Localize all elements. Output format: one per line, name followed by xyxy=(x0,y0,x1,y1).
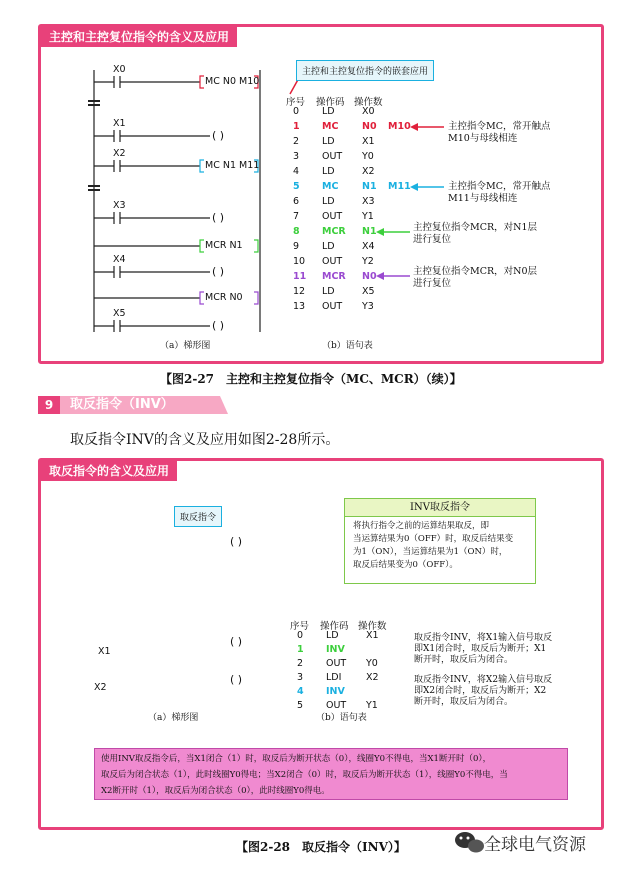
inv-panel-title: 取反指令的含义及应用 xyxy=(41,461,177,481)
coil: ( ) xyxy=(212,319,225,332)
ladder-box-mcr-n0: MCR N0 xyxy=(205,292,243,303)
row-opcode: OUT xyxy=(326,658,347,669)
nesting-callout: 主控和主控复位指令的嵌套应用 xyxy=(296,60,434,81)
row-number: 8 xyxy=(293,226,300,237)
row-extra: M10 xyxy=(388,121,411,132)
note-mc-n0: 主控指令MC，常开触点 M10与母线相连 xyxy=(448,121,551,144)
row-opcode: LD xyxy=(322,166,335,177)
row-opcode: OUT xyxy=(326,700,347,711)
row-number: 11 xyxy=(293,271,307,282)
note-mcr-n0: 主控复位指令MCR，对N0层 进行复位 xyxy=(413,266,538,289)
note-mcr-n1: 主控复位指令MCR，对N1层 进行复位 xyxy=(413,222,538,245)
row-number: 4 xyxy=(297,686,304,697)
row-opcode: MCR xyxy=(322,271,346,282)
row-operand: X0 xyxy=(362,106,375,117)
figure-2-27-caption: 【图2-27 主控和主控复位指令（MC、MCR）（续）】 xyxy=(160,372,462,386)
section-number: 9 xyxy=(44,398,54,412)
row-operand: X2 xyxy=(362,166,375,177)
row-operand: X1 xyxy=(362,136,375,147)
ladder-box-mc-n0: MC N0 M10 xyxy=(205,76,260,87)
coil: ( ) xyxy=(230,535,243,548)
row-number: 7 xyxy=(293,211,300,222)
inv-summary-note: 使用INV取反指令后，当X1闭合（1）时，取反后为断开状态（0），线圈Y0不得电，当X1断开时（0）， 取反后为闭合状态（1），此时线圈Y0得电；当X2闭合（0）时，取反后为断开状态（1），线圈Y0不得电，当 X2断开时（1），取反后为闭合状态（0），此时线圈Y0得电。 xyxy=(94,748,568,800)
row-number: 12 xyxy=(293,286,306,297)
table-header-no: 序号 xyxy=(286,97,306,108)
row-opcode: LD xyxy=(326,630,339,641)
row-operand: Y0 xyxy=(366,658,378,669)
inv-box-text: 将执行指令之前的运算结果取反，即 当运算结果为0（OFF）时，取反后结果变 为1（ON），当运算结果为1（ON）时， 取反后结果变为0（OFF）。 xyxy=(353,521,514,570)
table-caption: （b）语句表 xyxy=(316,713,367,723)
row-number: 10 xyxy=(293,256,306,267)
coil: ( ) xyxy=(212,211,225,224)
watermark: 全球电气资源 xyxy=(484,835,586,855)
note-inv-x2: 取反指令INV，将X2输入信号取反 即X2闭合时，取反后为断开；X2 断开时，取反后为闭合。 xyxy=(414,675,553,707)
ladder-label-x3: X3 xyxy=(113,200,126,211)
row-operand: X5 xyxy=(362,286,375,297)
row-opcode: MCR xyxy=(322,226,346,237)
row-operand: N1 xyxy=(362,181,377,192)
row-opcode: LD xyxy=(322,136,335,147)
inv-callout: 取反指令 xyxy=(174,506,222,527)
row-opcode: OUT xyxy=(322,301,343,312)
row-opcode: OUT xyxy=(322,256,343,267)
ladder-label-x2: X2 xyxy=(94,682,107,693)
row-number: 3 xyxy=(297,672,304,683)
ladder-box-mc-n1: MC N1 M11 xyxy=(205,160,260,171)
table-header-op: 操作码 xyxy=(320,621,349,632)
row-opcode: LD xyxy=(322,286,335,297)
row-operand: N0 xyxy=(362,121,377,132)
row-opcode: LD xyxy=(322,241,335,252)
row-operand: N0 xyxy=(362,271,377,282)
ladder-label-x0: X0 xyxy=(113,64,126,75)
ladder-box-mcr-n1: MCR N1 xyxy=(205,240,243,251)
row-number: 2 xyxy=(297,658,304,669)
row-operand: X1 xyxy=(366,630,379,641)
table-header-no: 序号 xyxy=(290,621,310,632)
row-number: 5 xyxy=(293,181,300,192)
coil: ( ) xyxy=(230,673,243,686)
row-operand: X4 xyxy=(362,241,375,252)
figure-2-28-caption: 【图2-28 取反指令（INV）】 xyxy=(236,840,406,854)
row-operand: Y1 xyxy=(366,700,378,711)
section-title: 取反指令（INV） xyxy=(70,397,174,412)
coil: ( ) xyxy=(212,265,225,278)
row-number: 6 xyxy=(293,196,300,207)
row-opcode: INV xyxy=(326,644,345,655)
row-operand: N1 xyxy=(362,226,377,237)
ladder-label-x5: X5 xyxy=(113,308,126,319)
row-number: 5 xyxy=(297,700,304,711)
mc-mcr-panel-title: 主控和主控复位指令的含义及应用 xyxy=(41,27,237,47)
row-operand: X3 xyxy=(362,196,375,207)
coil: ( ) xyxy=(212,129,225,142)
coil: ( ) xyxy=(230,635,243,648)
note-inv-x1: 取反指令INV，将X1输入信号取反 即X1闭合时，取反后为断开；X1 断开时，取反后为闭合。 xyxy=(414,633,553,665)
ladder-caption: （a）梯形图 xyxy=(160,341,211,351)
row-number: 9 xyxy=(293,241,300,252)
row-number: 0 xyxy=(293,106,300,117)
ladder-label-x2: X2 xyxy=(113,148,126,159)
table-header-arg: 操作数 xyxy=(358,621,387,632)
row-operand: Y1 xyxy=(362,211,374,222)
row-operand: X2 xyxy=(366,672,379,683)
wechat-icon xyxy=(455,832,484,853)
row-number: 3 xyxy=(293,151,300,162)
table-header-arg: 操作数 xyxy=(354,97,383,108)
row-number: 0 xyxy=(297,630,304,641)
inv-box-title: INV取反指令 xyxy=(345,499,535,517)
row-opcode: OUT xyxy=(322,151,343,162)
row-opcode: OUT xyxy=(322,211,343,222)
ladder-caption: （a）梯形图 xyxy=(148,713,199,723)
note-mc-n1: 主控指令MC，常开触点 M11与母线相连 xyxy=(448,181,551,204)
row-extra: M11 xyxy=(388,181,411,192)
row-opcode: INV xyxy=(326,686,345,697)
ladder-label-x4: X4 xyxy=(113,254,126,265)
table-header-op: 操作码 xyxy=(316,97,345,108)
ladder-label-x1: X1 xyxy=(113,118,126,129)
row-operand: Y2 xyxy=(362,256,374,267)
inv-definition-box xyxy=(344,498,536,584)
row-number: 2 xyxy=(293,136,300,147)
row-number: 4 xyxy=(293,166,300,177)
row-opcode: MC xyxy=(322,181,339,192)
table-caption: （b）语句表 xyxy=(322,341,373,351)
intro-paragraph: 取反指令INV的含义及应用如图2-28所示。 xyxy=(70,432,340,448)
row-opcode: LD xyxy=(322,196,335,207)
row-opcode: LDI xyxy=(326,672,342,683)
row-number: 1 xyxy=(293,121,300,132)
row-operand: Y0 xyxy=(362,151,374,162)
row-number: 13 xyxy=(293,301,306,312)
ladder-label-x1: X1 xyxy=(98,646,111,657)
row-operand: Y3 xyxy=(362,301,374,312)
row-opcode: MC xyxy=(322,121,339,132)
row-number: 1 xyxy=(297,644,304,655)
row-opcode: LD xyxy=(322,106,335,117)
